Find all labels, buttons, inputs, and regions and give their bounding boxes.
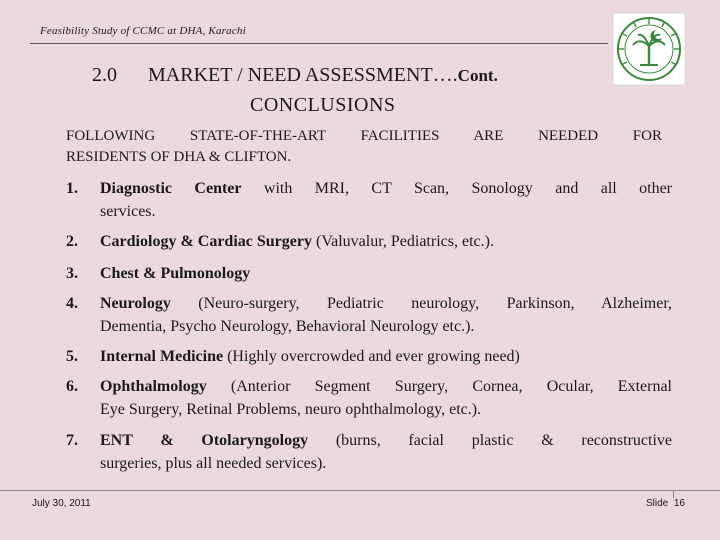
footer-divider [0, 490, 720, 491]
list-item-number: 6. [66, 378, 78, 395]
list-item-text: (Valuvalur, Pediatrics, etc.). [311, 233, 494, 250]
slide-number-value: 16 [673, 498, 685, 509]
header-divider [30, 43, 608, 44]
list-item-text-cont: services. [100, 203, 156, 220]
list-item-number: 5. [66, 348, 78, 365]
page-title [92, 64, 498, 87]
list-item-number: 4. [66, 295, 78, 312]
section-number: 2.0 [92, 64, 117, 86]
title-text: MARKET / NEED ASSESSMENT…. [148, 64, 458, 86]
list-item-text: (Anterior Segment Surgery, Cornea, Ocular, External [206, 378, 672, 395]
header-text: Feasibility Study of CCMC at DHA, Karachi [40, 25, 246, 37]
list-item-heading: Cardiology & Cardiac Surgery [100, 233, 312, 250]
intro-line-2: RESIDENTS OF DHA & CLIFTON. [66, 149, 292, 165]
intro-line-1: FOLLOWING STATE-OF-THE-ART FACILITIES ARE NEEDED FOR [66, 128, 662, 144]
list-item-number: 2. [66, 233, 78, 250]
footer-date: July 30, 2011 [32, 498, 91, 509]
list-item-heading: Chest & Pulmonology [100, 265, 251, 282]
list-item-number: 7. [66, 432, 78, 449]
intro-paragraph [66, 126, 662, 168]
dha-emblem-icon [612, 12, 686, 86]
list-item-heading: Ophthalmology [100, 378, 207, 395]
page-subtitle: CONCLUSIONS [250, 94, 396, 116]
slide-label: Slide [646, 498, 669, 509]
list-item-text: (burns, facial plastic & reconstructive [308, 432, 672, 449]
list-item-heading: ENT & Otolaryngology [100, 432, 309, 449]
footer-tick [673, 490, 674, 498]
list-item-heading: Neurology [100, 295, 171, 312]
list-item-text: with MRI, CT Scan, Sonology and all other [241, 180, 672, 197]
list-item-text-cont: Dementia, Psycho Neurology, Behavioral Neurology etc.). [100, 318, 475, 335]
list-item-text: (Neuro-surgery, Pediatric neurology, Parkinson, Alzheimer, [170, 295, 672, 312]
list-item-text-cont: Eye Surgery, Retinal Problems, neuro ophthalmology, etc.). [100, 401, 482, 418]
list-item-text: (Highly overcrowded and ever growing need) [223, 348, 520, 365]
list-item-number: 3. [66, 265, 78, 282]
list-item-heading: Diagnostic Center [100, 180, 242, 197]
list-item-text-cont: surgeries, plus all needed services). [100, 455, 327, 472]
slide-number [646, 498, 685, 509]
list-item-number: 1. [66, 180, 78, 197]
list-item-heading: Internal Medicine [100, 348, 224, 365]
title-cont: Cont. [457, 66, 498, 85]
